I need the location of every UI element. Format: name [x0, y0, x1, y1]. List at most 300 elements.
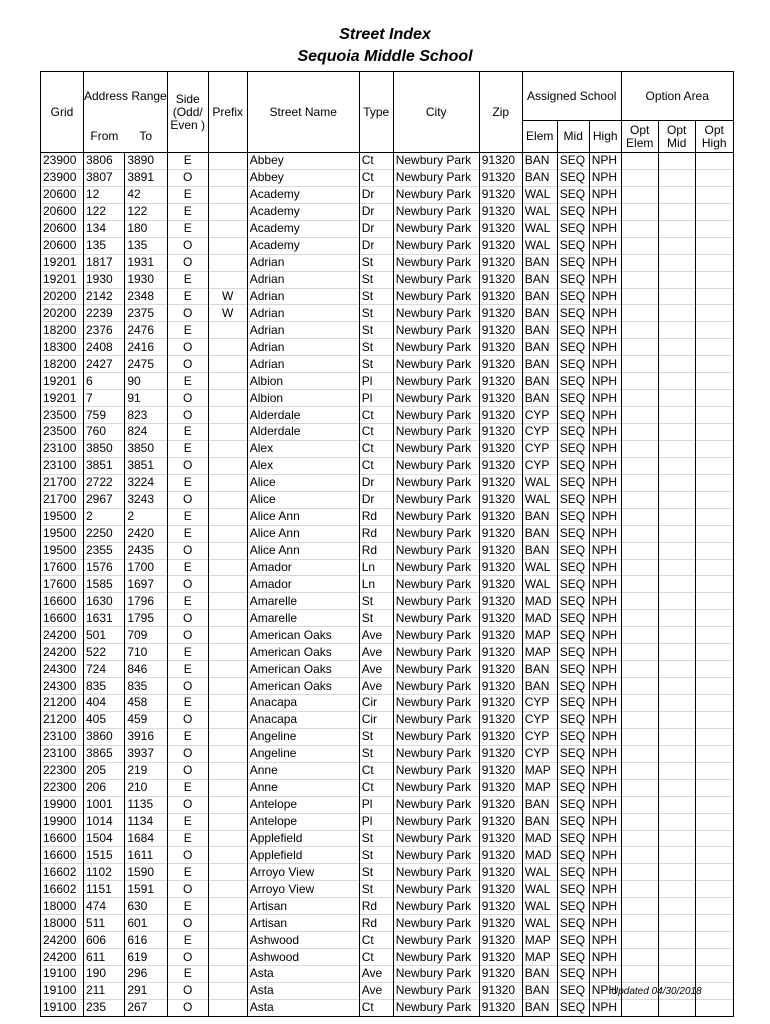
cell-opt-high [695, 407, 733, 424]
cell-opt-mid [658, 762, 695, 779]
cell-opt-high [695, 864, 733, 881]
cell-elem: BAN [522, 982, 557, 999]
cell-mid: SEQ [557, 457, 589, 474]
cell-grid: 19100 [41, 982, 84, 999]
cell-opt-elem [621, 440, 658, 457]
table-row [41, 508, 734, 525]
cell-elem: BAN [522, 153, 557, 170]
cell-elem: WAL [522, 864, 557, 881]
cell-grid: 19500 [41, 508, 84, 525]
cell-opt-high [695, 373, 733, 390]
cell-grid: 18200 [41, 322, 84, 339]
cell-from: 1576 [84, 559, 125, 576]
cell-mid: SEQ [557, 644, 589, 661]
cell-zip: 91320 [479, 440, 522, 457]
cell-opt-high [695, 915, 733, 932]
cell-grid: 20600 [41, 186, 84, 203]
table-row [41, 271, 734, 288]
cell-from: 206 [84, 779, 125, 796]
cell-zip: 91320 [479, 576, 522, 593]
cell-grid: 17600 [41, 559, 84, 576]
cell-city: Newbury Park [393, 949, 479, 966]
cell-type: Dr [359, 220, 393, 237]
cell-opt-elem [621, 491, 658, 508]
cell-from: 1151 [84, 881, 125, 898]
cell-from: 606 [84, 932, 125, 949]
table-row [41, 745, 734, 762]
cell-city: Newbury Park [393, 678, 479, 695]
cell-opt-high [695, 356, 733, 373]
header-zip: Zip [479, 72, 522, 153]
cell-grid: 24200 [41, 949, 84, 966]
cell-opt-mid [658, 728, 695, 745]
cell-street-name: American Oaks [247, 644, 359, 661]
cell-zip: 91320 [479, 407, 522, 424]
cell-street-name: Adrian [247, 322, 359, 339]
cell-prefix [208, 508, 247, 525]
cell-street-name: Adrian [247, 288, 359, 305]
cell-to: 91 [125, 390, 167, 407]
cell-opt-high [695, 644, 733, 661]
cell-opt-mid [658, 474, 695, 491]
cell-mid: SEQ [557, 407, 589, 424]
cell-city: Newbury Park [393, 576, 479, 593]
cell-opt-elem [621, 847, 658, 864]
cell-grid: 24200 [41, 644, 84, 661]
cell-city: Newbury Park [393, 407, 479, 424]
cell-high: NPH [589, 254, 621, 271]
cell-mid: SEQ [557, 982, 589, 999]
cell-zip: 91320 [479, 305, 522, 322]
street-index-table [40, 71, 734, 1017]
header-city: City [393, 72, 479, 153]
cell-city: Newbury Park [393, 982, 479, 999]
cell-grid: 19900 [41, 813, 84, 830]
cell-street-name: Adrian [247, 356, 359, 373]
cell-elem: WAL [522, 220, 557, 237]
cell-to: 1930 [125, 271, 167, 288]
cell-from: 12 [84, 186, 125, 203]
cell-mid: SEQ [557, 559, 589, 576]
cell-zip: 91320 [479, 457, 522, 474]
cell-prefix [208, 220, 247, 237]
cell-elem: WAL [522, 237, 557, 254]
cell-side: O [167, 627, 208, 644]
cell-from: 1014 [84, 813, 125, 830]
cell-to: 3243 [125, 491, 167, 508]
table-row [41, 915, 734, 932]
cell-zip: 91320 [479, 864, 522, 881]
cell-to: 210 [125, 779, 167, 796]
cell-street-name: Amarelle [247, 610, 359, 627]
cell-grid: 17600 [41, 576, 84, 593]
cell-high: NPH [589, 813, 621, 830]
cell-type: Ct [359, 440, 393, 457]
header-elem: Elem [522, 121, 557, 153]
cell-from: 135 [84, 237, 125, 254]
cell-side: E [167, 508, 208, 525]
cell-zip: 91320 [479, 254, 522, 271]
cell-from: 1515 [84, 847, 125, 864]
table-row [41, 932, 734, 949]
cell-type: Ct [359, 779, 393, 796]
cell-elem: BAN [522, 373, 557, 390]
cell-zip: 91320 [479, 169, 522, 186]
cell-mid: SEQ [557, 661, 589, 678]
cell-type: Ct [359, 407, 393, 424]
cell-opt-elem [621, 830, 658, 847]
cell-side: E [167, 661, 208, 678]
cell-opt-elem [621, 949, 658, 966]
cell-city: Newbury Park [393, 508, 479, 525]
cell-zip: 91320 [479, 796, 522, 813]
cell-city: Newbury Park [393, 932, 479, 949]
cell-elem: MAP [522, 932, 557, 949]
cell-city: Newbury Park [393, 830, 479, 847]
cell-street-name: Amador [247, 576, 359, 593]
cell-side: O [167, 356, 208, 373]
cell-street-name: American Oaks [247, 627, 359, 644]
cell-zip: 91320 [479, 644, 522, 661]
cell-mid: SEQ [557, 373, 589, 390]
cell-opt-mid [658, 457, 695, 474]
cell-opt-high [695, 830, 733, 847]
cell-mid: SEQ [557, 339, 589, 356]
cell-opt-elem [621, 474, 658, 491]
cell-city: Newbury Park [393, 203, 479, 220]
cell-city: Newbury Park [393, 711, 479, 728]
cell-side: E [167, 373, 208, 390]
table-row [41, 237, 734, 254]
cell-opt-high [695, 220, 733, 237]
cell-high: NPH [589, 644, 621, 661]
cell-mid: SEQ [557, 813, 589, 830]
cell-high: NPH [589, 491, 621, 508]
cell-grid: 23100 [41, 440, 84, 457]
cell-mid: SEQ [557, 322, 589, 339]
cell-opt-mid [658, 881, 695, 898]
cell-prefix [208, 474, 247, 491]
cell-mid: SEQ [557, 610, 589, 627]
cell-high: NPH [589, 627, 621, 644]
cell-zip: 91320 [479, 390, 522, 407]
cell-from: 511 [84, 915, 125, 932]
cell-type: Ct [359, 153, 393, 170]
table-row [41, 169, 734, 186]
cell-mid: SEQ [557, 830, 589, 847]
cell-grid: 19100 [41, 966, 84, 983]
cell-opt-high [695, 525, 733, 542]
cell-side: O [167, 576, 208, 593]
cell-city: Newbury Park [393, 644, 479, 661]
header-high: High [589, 121, 621, 153]
cell-grid: 16600 [41, 847, 84, 864]
cell-type: St [359, 339, 393, 356]
cell-to: 619 [125, 949, 167, 966]
cell-street-name: Arroyo View [247, 881, 359, 898]
cell-prefix [208, 661, 247, 678]
cell-elem: MAD [522, 847, 557, 864]
cell-zip: 91320 [479, 610, 522, 627]
cell-opt-high [695, 695, 733, 712]
cell-to: 846 [125, 661, 167, 678]
cell-zip: 91320 [479, 813, 522, 830]
cell-zip: 91320 [479, 203, 522, 220]
cell-opt-elem [621, 576, 658, 593]
cell-high: NPH [589, 966, 621, 983]
table-row [41, 474, 734, 491]
cell-to: 1135 [125, 796, 167, 813]
cell-to: 3891 [125, 169, 167, 186]
cell-to: 135 [125, 237, 167, 254]
cell-opt-elem [621, 678, 658, 695]
cell-opt-elem [621, 508, 658, 525]
cell-type: Ct [359, 762, 393, 779]
cell-opt-elem [621, 203, 658, 220]
cell-to: 1796 [125, 593, 167, 610]
cell-mid: SEQ [557, 576, 589, 593]
cell-street-name: Academy [247, 186, 359, 203]
cell-to: 219 [125, 762, 167, 779]
cell-to: 2475 [125, 356, 167, 373]
cell-city: Newbury Park [393, 237, 479, 254]
cell-opt-high [695, 966, 733, 983]
table-row [41, 186, 734, 203]
cell-type: St [359, 305, 393, 322]
cell-street-name: Anne [247, 762, 359, 779]
cell-grid: 18300 [41, 339, 84, 356]
cell-side: E [167, 813, 208, 830]
cell-prefix [208, 593, 247, 610]
cell-prefix [208, 915, 247, 932]
cell-from: 522 [84, 644, 125, 661]
cell-type: Pl [359, 373, 393, 390]
cell-city: Newbury Park [393, 525, 479, 542]
cell-grid: 21200 [41, 695, 84, 712]
cell-elem: MAP [522, 949, 557, 966]
cell-to: 3937 [125, 745, 167, 762]
cell-prefix [208, 695, 247, 712]
cell-side: E [167, 474, 208, 491]
cell-to: 459 [125, 711, 167, 728]
cell-street-name: Abbey [247, 169, 359, 186]
table-row [41, 593, 734, 610]
cell-zip: 91320 [479, 830, 522, 847]
cell-elem: MAD [522, 610, 557, 627]
cell-elem: MAP [522, 762, 557, 779]
table-row [41, 779, 734, 796]
cell-street-name: Applefield [247, 847, 359, 864]
cell-side: O [167, 305, 208, 322]
cell-high: NPH [589, 661, 621, 678]
cell-from: 835 [84, 678, 125, 695]
cell-high: NPH [589, 508, 621, 525]
cell-city: Newbury Park [393, 728, 479, 745]
cell-city: Newbury Park [393, 339, 479, 356]
cell-opt-mid [658, 525, 695, 542]
cell-high: NPH [589, 949, 621, 966]
cell-type: Dr [359, 474, 393, 491]
cell-side: E [167, 203, 208, 220]
cell-opt-mid [658, 559, 695, 576]
cell-side: O [167, 762, 208, 779]
header-grid: Grid [41, 72, 84, 153]
cell-high: NPH [589, 695, 621, 712]
cell-type: Ave [359, 627, 393, 644]
cell-opt-mid [658, 153, 695, 170]
cell-high: NPH [589, 678, 621, 695]
cell-from: 2 [84, 508, 125, 525]
cell-opt-mid [658, 305, 695, 322]
cell-opt-mid [658, 169, 695, 186]
cell-prefix [208, 203, 247, 220]
cell-street-name: Alderdale [247, 424, 359, 441]
cell-opt-high [695, 949, 733, 966]
cell-opt-high [695, 474, 733, 491]
cell-opt-mid [658, 949, 695, 966]
cell-type: St [359, 288, 393, 305]
cell-opt-elem [621, 881, 658, 898]
cell-opt-elem [621, 288, 658, 305]
cell-side: O [167, 542, 208, 559]
cell-to: 267 [125, 999, 167, 1016]
cell-street-name: Alice Ann [247, 542, 359, 559]
cell-zip: 91320 [479, 474, 522, 491]
cell-elem: BAN [522, 254, 557, 271]
cell-type: Ct [359, 457, 393, 474]
cell-grid: 22300 [41, 762, 84, 779]
cell-mid: SEQ [557, 881, 589, 898]
cell-opt-elem [621, 254, 658, 271]
cell-mid: SEQ [557, 220, 589, 237]
cell-from: 724 [84, 661, 125, 678]
cell-from: 1504 [84, 830, 125, 847]
cell-street-name: Abbey [247, 153, 359, 170]
cell-type: St [359, 271, 393, 288]
cell-mid: SEQ [557, 949, 589, 966]
cell-grid: 23500 [41, 407, 84, 424]
cell-opt-mid [658, 407, 695, 424]
cell-opt-mid [658, 695, 695, 712]
cell-mid: SEQ [557, 491, 589, 508]
cell-elem: BAN [522, 271, 557, 288]
cell-side: O [167, 678, 208, 695]
cell-opt-high [695, 508, 733, 525]
cell-from: 134 [84, 220, 125, 237]
cell-opt-elem [621, 915, 658, 932]
cell-high: NPH [589, 237, 621, 254]
cell-street-name: Academy [247, 203, 359, 220]
cell-side: O [167, 407, 208, 424]
cell-opt-mid [658, 576, 695, 593]
cell-zip: 91320 [479, 322, 522, 339]
cell-type: Ct [359, 932, 393, 949]
cell-elem: BAN [522, 305, 557, 322]
cell-zip: 91320 [479, 728, 522, 745]
cell-type: St [359, 322, 393, 339]
cell-from: 3806 [84, 153, 125, 170]
cell-opt-high [695, 932, 733, 949]
cell-opt-elem [621, 864, 658, 881]
cell-high: NPH [589, 982, 621, 999]
cell-opt-elem [621, 186, 658, 203]
cell-opt-mid [658, 999, 695, 1016]
table-row [41, 762, 734, 779]
cell-city: Newbury Park [393, 559, 479, 576]
cell-opt-high [695, 779, 733, 796]
cell-opt-mid [658, 678, 695, 695]
cell-zip: 91320 [479, 711, 522, 728]
cell-opt-elem [621, 525, 658, 542]
cell-zip: 91320 [479, 762, 522, 779]
cell-high: NPH [589, 424, 621, 441]
cell-type: Ct [359, 169, 393, 186]
cell-opt-mid [658, 915, 695, 932]
cell-street-name: Anacapa [247, 711, 359, 728]
header-type: Type [359, 72, 393, 153]
cell-grid: 19201 [41, 373, 84, 390]
cell-side: E [167, 593, 208, 610]
cell-zip: 91320 [479, 491, 522, 508]
cell-side: O [167, 881, 208, 898]
cell-high: NPH [589, 779, 621, 796]
cell-opt-mid [658, 390, 695, 407]
cell-to: 3224 [125, 474, 167, 491]
cell-to: 2 [125, 508, 167, 525]
cell-mid: SEQ [557, 237, 589, 254]
table-row [41, 457, 734, 474]
cell-high: NPH [589, 186, 621, 203]
cell-type: Dr [359, 237, 393, 254]
cell-city: Newbury Park [393, 457, 479, 474]
cell-grid: 19500 [41, 542, 84, 559]
cell-high: NPH [589, 440, 621, 457]
cell-prefix [208, 627, 247, 644]
cell-to: 3850 [125, 440, 167, 457]
cell-from: 2722 [84, 474, 125, 491]
cell-high: NPH [589, 203, 621, 220]
cell-high: NPH [589, 271, 621, 288]
cell-opt-high [695, 254, 733, 271]
cell-street-name: Asta [247, 982, 359, 999]
cell-from: 501 [84, 627, 125, 644]
cell-mid: SEQ [557, 186, 589, 203]
cell-type: St [359, 356, 393, 373]
cell-type: St [359, 881, 393, 898]
cell-mid: SEQ [557, 508, 589, 525]
cell-grid: 19900 [41, 796, 84, 813]
cell-opt-elem [621, 966, 658, 983]
cell-zip: 91320 [479, 559, 522, 576]
cell-city: Newbury Park [393, 254, 479, 271]
cell-opt-elem [621, 457, 658, 474]
cell-side: O [167, 237, 208, 254]
cell-prefix [208, 390, 247, 407]
table-row [41, 305, 734, 322]
cell-opt-mid [658, 932, 695, 949]
cell-street-name: Alderdale [247, 407, 359, 424]
cell-mid: SEQ [557, 762, 589, 779]
cell-opt-elem [621, 695, 658, 712]
table-row [41, 390, 734, 407]
cell-from: 405 [84, 711, 125, 728]
cell-high: NPH [589, 457, 621, 474]
cell-mid: SEQ [557, 525, 589, 542]
cell-opt-elem [621, 779, 658, 796]
cell-type: Ave [359, 661, 393, 678]
cell-high: NPH [589, 288, 621, 305]
cell-side: O [167, 339, 208, 356]
